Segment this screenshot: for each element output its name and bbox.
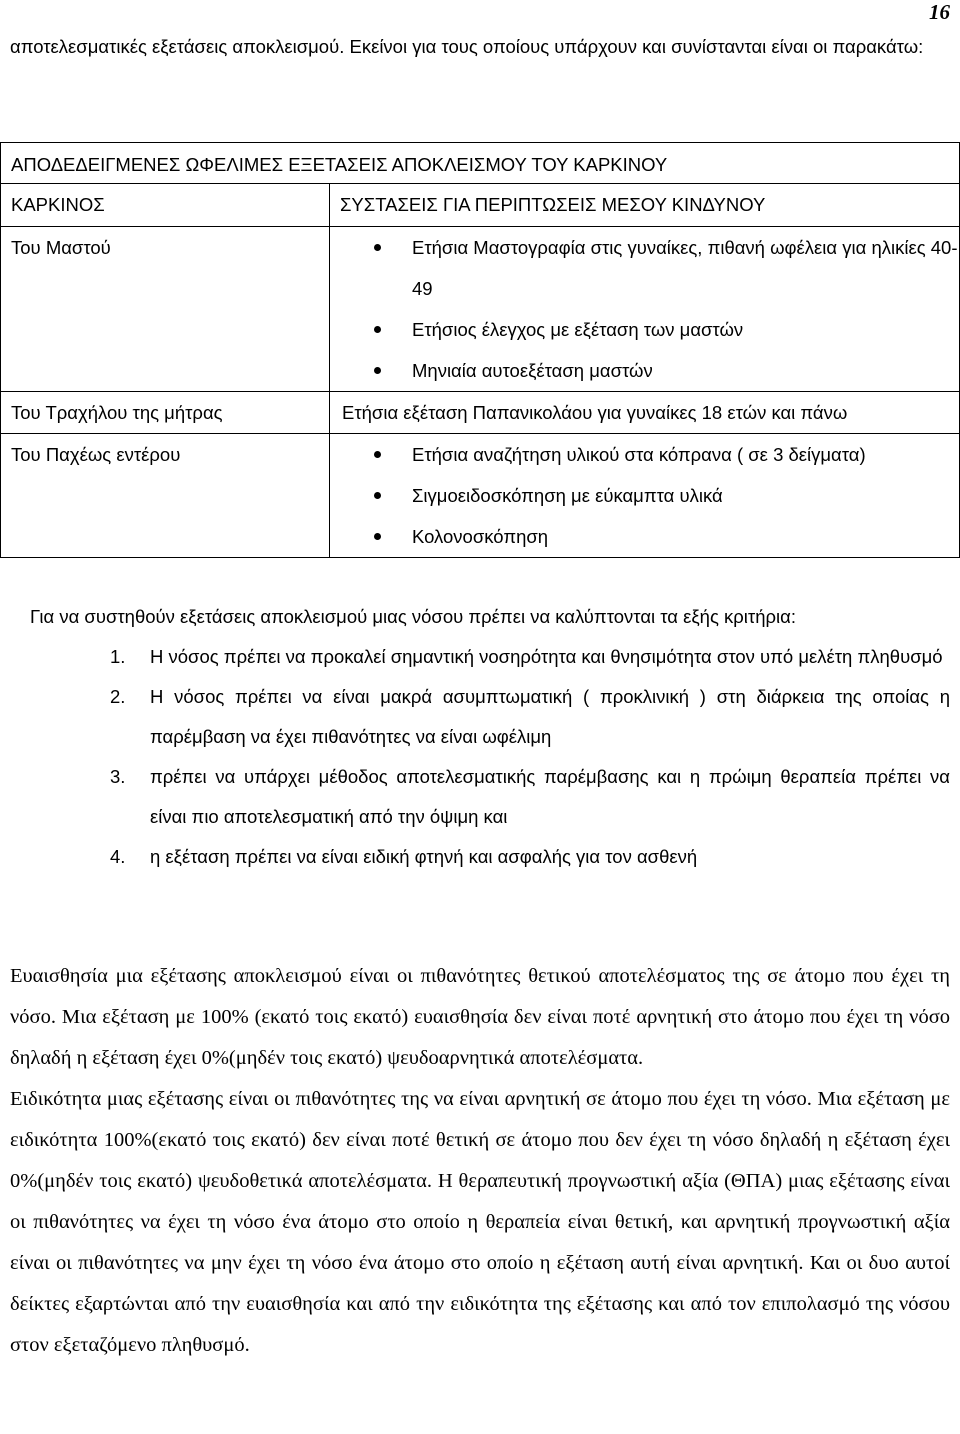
page-number: 16 — [929, 0, 950, 24]
criteria-number: 4. — [110, 846, 126, 867]
cancer-breast: Του Μαστού — [1, 227, 330, 392]
criteria-text: Η νόσος πρέπει να είναι μακρά ασυμπτωματική ( προκλινική ) στη διάρκεια της οποίας η παρέμβαση να έχει πιθανότητες να είναι ωφέλιμη — [150, 686, 950, 747]
table-title: ΑΠΟΔΕΔΕΙΓΜΕΝΕΣ ΩΦΕΛΙΜΕΣ ΕΞΕΤΑΣΕΙΣ ΑΠΟΚΛΕΙΣΜΟΥ ΤΟΥ ΚΑΡΚΙΝΟΥ — [1, 143, 960, 184]
table-row — [1, 227, 960, 392]
criteria-item — [110, 837, 950, 877]
header-recommendations: ΣΥΣΤΑΣΕΙΣ ΓΙΑ ΠΕΡΙΠΤΩΣΕΙΣ ΜΕΣΟΥ ΚΙΝΔΥΝΟΥ — [330, 184, 960, 227]
recommendations-colon — [330, 434, 960, 558]
body-text — [10, 956, 950, 1366]
cancer-colon: Του Παχέως εντέρου — [1, 434, 330, 558]
criteria-number: 3. — [110, 766, 126, 787]
list-item: Ετήσιος έλεγχος με εξέταση των μαστών — [342, 309, 959, 350]
criteria-item — [110, 757, 950, 837]
header-cancer: ΚΑΡΚΙΝΟΣ — [1, 184, 330, 227]
criteria-intro: Για να συστηθούν εξετάσεις αποκλεισμού μιας νόσου πρέπει να καλύπτονται τα εξής κριτήρια: — [30, 606, 796, 627]
list-item: Ετήσια Μαστογραφία στις γυναίκες, πιθανή ωφέλεια για ηλικίες 40-49 — [342, 227, 959, 309]
list-item: Σιγμοειδοσκόπηση με εύκαμπτα υλικά — [342, 475, 959, 516]
criteria-text: Η νόσος πρέπει να προκαλεί σημαντική νοσηρότητα και θνησιμότητα στον υπό μελέτη πληθυσμό — [150, 646, 943, 667]
criteria-text: πρέπει να υπάρχει μέθοδος αποτελεσματικής παρέμβασης και η πρώιμη θεραπεία πρέπει να είναι πιο αποτελεσματική από την όψιμη και — [150, 766, 950, 827]
cancer-cervix: Του Τραχήλου της μήτρας — [1, 392, 330, 434]
criteria-item — [110, 637, 950, 677]
screening-table — [0, 142, 960, 558]
list-item: Ετήσια αναζήτηση υλικού στα κόπρανα ( σε 3 δείγματα) — [342, 434, 959, 475]
criteria-number: 1. — [110, 646, 126, 667]
criteria-list — [110, 637, 950, 877]
criteria-item — [110, 677, 950, 757]
recommendations-breast — [330, 227, 960, 392]
sensitivity-paragraph: Ευαισθησία μια εξέτασης αποκλεισμού είναι οι πιθανότητες θετικού αποτελέσματος της σε άτομο που έχει τη νόσο. Μια εξέταση με 100% (εκατό τοις εκατό) ευαισθησία δεν είναι ποτέ αρνητική στο άτομο που έχει τη νόσο δηλαδή η εξέταση έχει 0%(μηδέν τοις εκατό) ψευδοαρνητικά αποτελέσματα. — [10, 965, 950, 1069]
table-row — [1, 434, 960, 558]
criteria-text: η εξέταση πρέπει να είναι ειδική φτηνή και ασφαλής για τον ασθενή — [150, 846, 698, 867]
list-item: Μηνιαία αυτοεξέταση μαστών — [342, 350, 959, 391]
list-item: Κολονοσκόπηση — [342, 516, 959, 557]
intro-text: αποτελεσματικές εξετάσεις αποκλεισμού. Εκείνοι για τους οποίους υπάρχουν και συνίστανται είναι οι παρακάτω: — [10, 36, 924, 57]
recommendation-cervix: Ετήσια εξέταση Παπανικολάου για γυναίκες 18 ετών και πάνω — [330, 392, 960, 434]
specificity-paragraph: Ειδικότητα μιας εξέτασης είναι οι πιθανότητες της να είναι αρνητική σε άτομο που έχει τη νόσο. Μια εξέταση με ειδικότητα 100%(εκατό τοις εκατό) δεν είναι ποτέ θετική σε άτομο που δεν έχει τη νόσο δηλαδή η εξέταση έχει 0%(μηδέν τοις εκατό) ψευδοθετικά αποτελέσματα. Η θεραπευτική προγνωστική αξία (ΘΠΑ) μιας εξέτασης είναι οι πιθανότητες να έχει τη νόσο ένα άτομο στο οποίο η θεραπεία είναι θετική, και αρνητική προγνωστική αξία είναι οι πιθανότητες να μην έχει τη νόσο ένα άτομο στο οποίο η εξέταση αυτή είναι αρνητική. Και οι δυο αυτοί δείκτες εξαρτώνται από την ευαισθησία και από την ειδικότητα της εξέτασης και από τον επιπολασμό της νόσου στον εξεταζόμενο πληθυσμό. — [10, 1088, 950, 1356]
table-row — [1, 392, 960, 434]
criteria-number: 2. — [110, 686, 126, 707]
